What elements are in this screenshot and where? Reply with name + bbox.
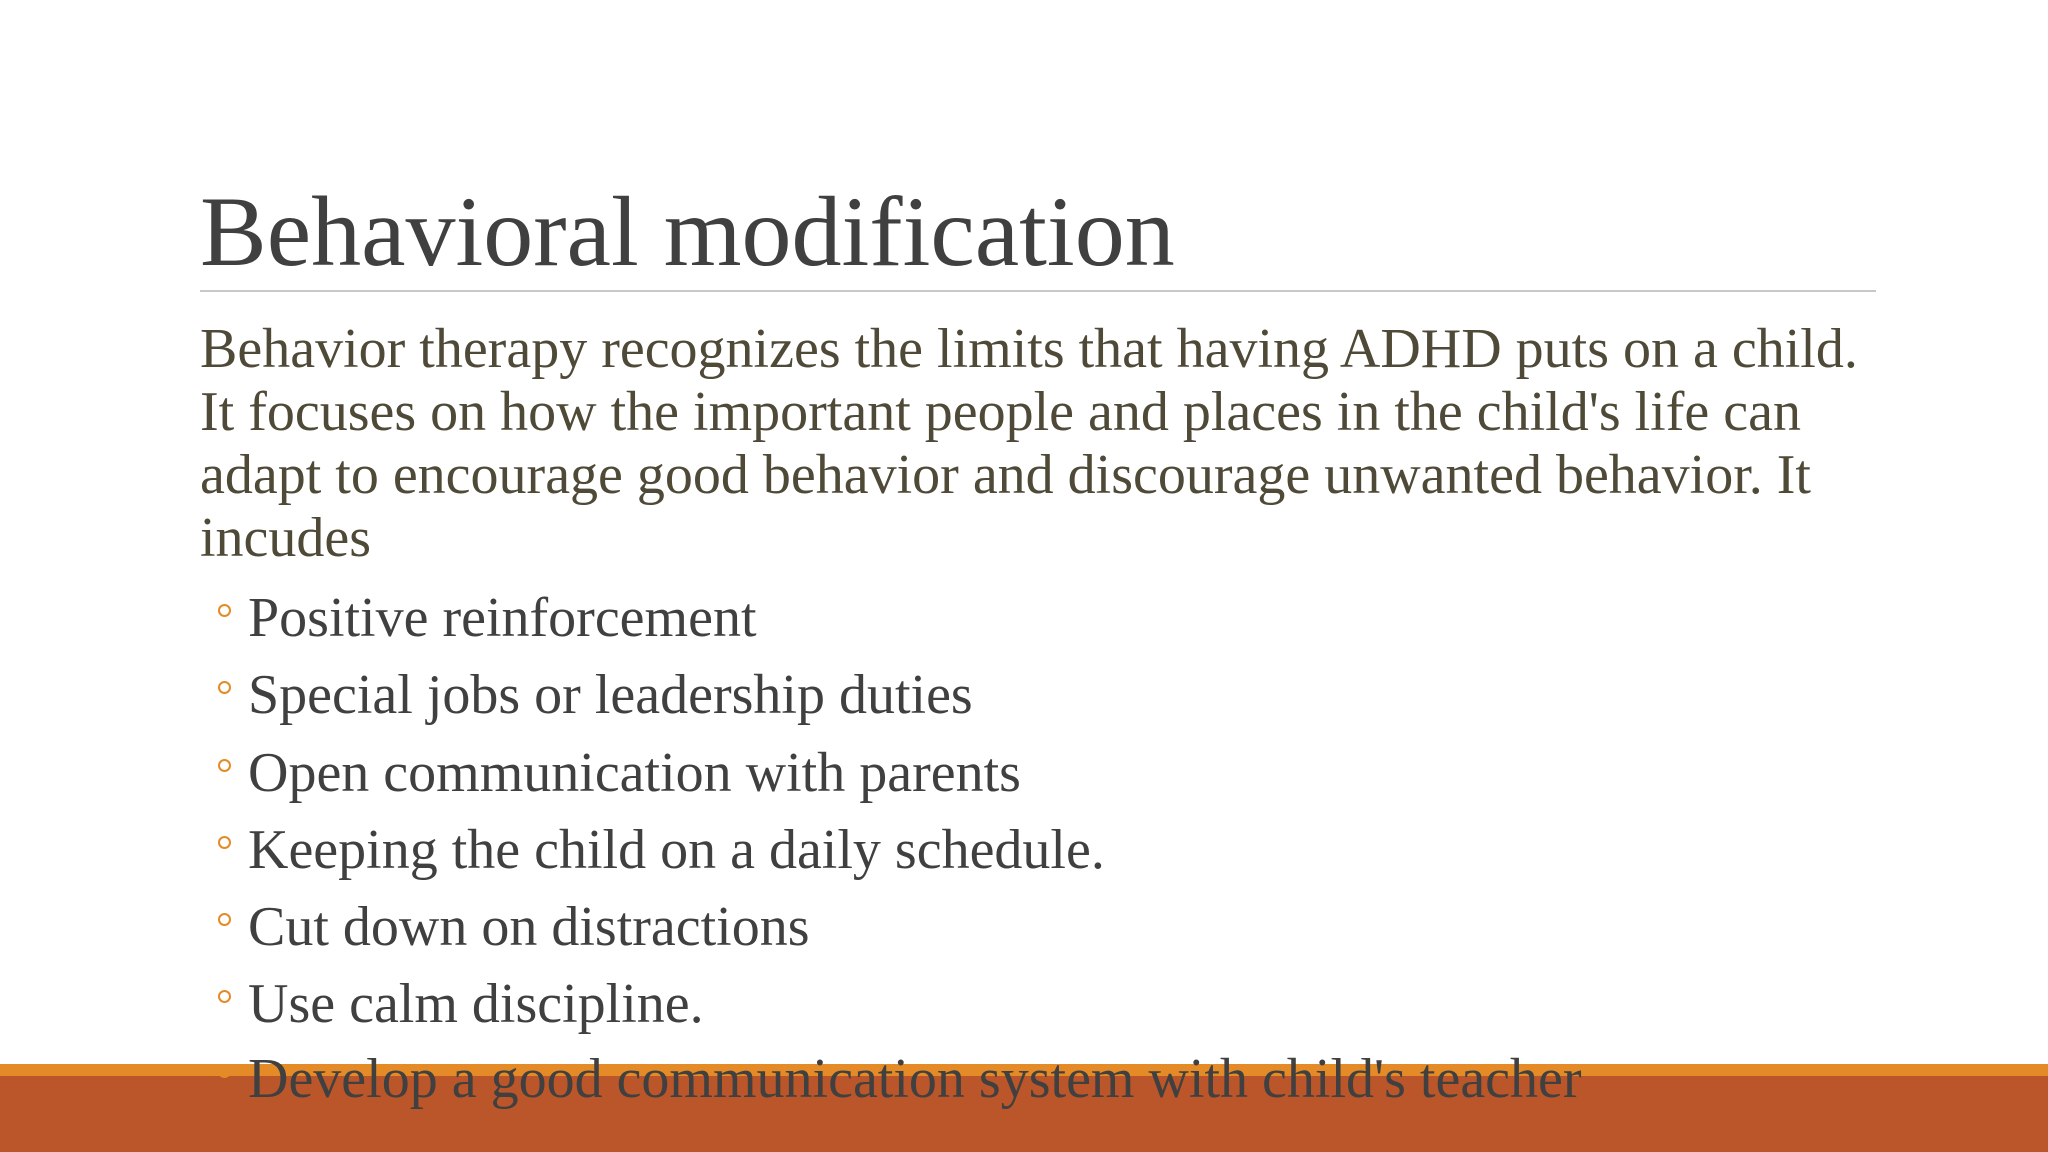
list-item — [218, 1041, 1582, 1118]
bullet-list — [218, 580, 1105, 1044]
circle-bullet-icon — [218, 913, 231, 926]
list-item — [218, 889, 1105, 966]
list-item — [218, 812, 1105, 889]
bullet-text: Positive reinforcement — [248, 587, 757, 649]
bullet-text: Use calm discipline. — [248, 973, 704, 1036]
circle-bullet-icon — [218, 681, 231, 694]
list-item — [218, 966, 1105, 1043]
body-paragraph: Behavior therapy recognizes the limits that having ADHD puts on a child. It focuses on how the important people and places in the child's life can adapt to encourage good behavior and discourage unwanted behavior. It incudes — [200, 318, 1858, 569]
circle-bullet-icon — [218, 836, 231, 849]
bullet-text: Open communication with parents — [248, 741, 1021, 804]
list-item — [218, 657, 1105, 734]
title-divider — [200, 290, 1876, 292]
list-item — [218, 735, 1105, 812]
circle-bullet-icon — [218, 759, 231, 772]
circle-bullet-icon — [218, 604, 231, 617]
bullet-text: Special jobs or leadership duties — [248, 664, 973, 727]
bullet-text: Develop a good communication system with child's teacher — [248, 1048, 1582, 1110]
list-item — [218, 580, 1105, 657]
bullet-text: Cut down on distractions — [248, 896, 810, 959]
slide-title: Behavioral modification — [200, 176, 1175, 287]
circle-bullet-icon — [218, 1065, 231, 1078]
circle-bullet-icon — [218, 990, 231, 1003]
bullet-text: Keeping the child on a daily schedule. — [248, 818, 1105, 881]
